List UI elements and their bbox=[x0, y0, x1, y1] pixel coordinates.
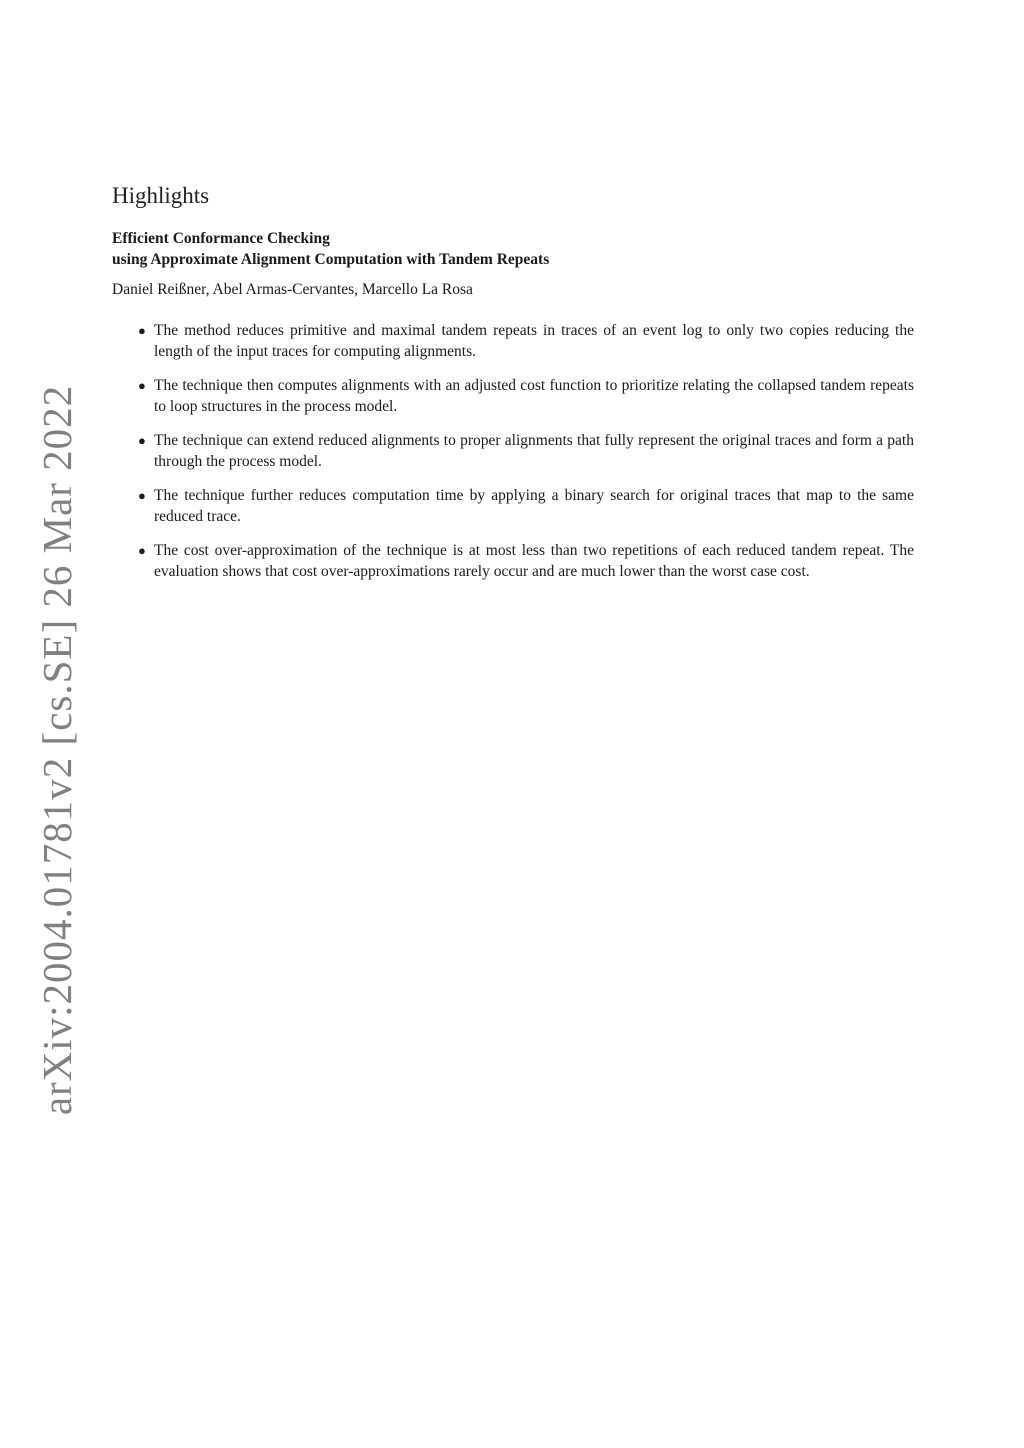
highlight-item bbox=[112, 321, 914, 362]
highlight-item bbox=[112, 431, 914, 472]
paper-title bbox=[112, 228, 914, 270]
highlights-list bbox=[112, 321, 914, 582]
section-heading: Highlights bbox=[112, 183, 210, 208]
highlights-section bbox=[112, 183, 914, 596]
authors: Daniel Reißner, Abel Armas-Cervantes, Marcello La Rosa bbox=[112, 281, 473, 298]
bullet-icon: ● bbox=[138, 323, 146, 338]
highlight-item bbox=[112, 486, 914, 527]
highlight-text: The technique further reduces computation time by applying a binary search for original traces that map to the same reduced trace. bbox=[154, 487, 914, 525]
bullet-icon: ● bbox=[138, 488, 146, 503]
arxiv-stamp: arXiv:2004.01781v2 [cs.SE] 26 Mar 2022 bbox=[34, 384, 80, 1116]
bullet-icon: ● bbox=[138, 378, 146, 393]
bullet-icon: ● bbox=[138, 543, 146, 558]
highlight-item bbox=[112, 541, 914, 582]
highlight-text: The technique then computes alignments with an adjusted cost function to prioritize relating the collapsed tandem repeats to loop structures in the process model. bbox=[154, 377, 914, 415]
highlight-text: The technique can extend reduced alignments to proper alignments that fully represent the original traces and form a path through the process model. bbox=[154, 432, 914, 470]
paper-title-line-1: Efficient Conformance Checking bbox=[112, 230, 330, 247]
highlight-item bbox=[112, 376, 914, 417]
bullet-icon: ● bbox=[138, 433, 146, 448]
paper-title-line-2: using Approximate Alignment Computation with Tandem Repeats bbox=[112, 251, 550, 268]
highlight-text: The cost over-approximation of the technique is at most less than two repetitions of each reduced tandem repeat. The evaluation shows that cost over-approximations rarely occur and are much lower than the worst case cost. bbox=[154, 542, 914, 580]
highlight-text: The method reduces primitive and maximal tandem repeats in traces of an event log to only two copies reducing the length of the input traces for computing alignments. bbox=[154, 322, 914, 360]
